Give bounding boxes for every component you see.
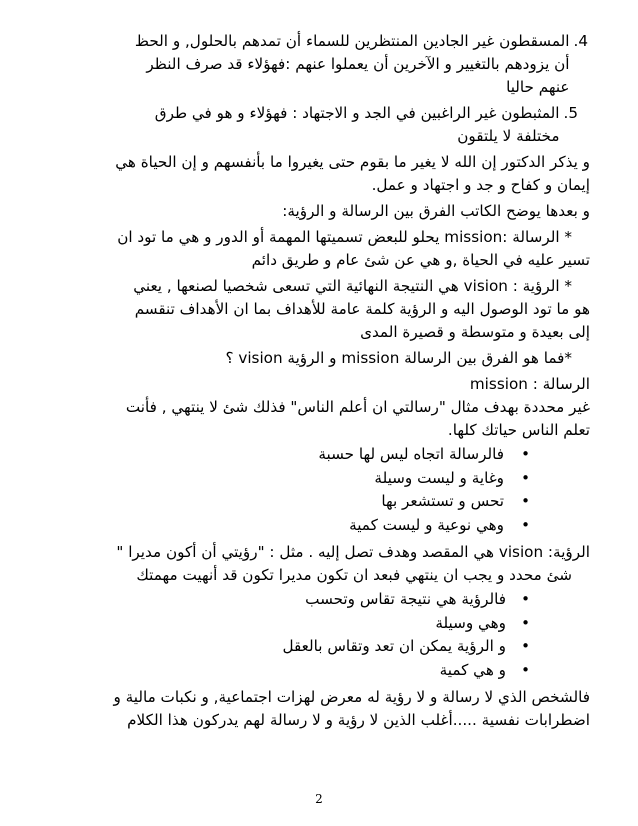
text-line: شئ محدد و يجب ان ينتهي فبعد ان تكون مديرا تكون قد أنهيت مهمتك <box>136 566 572 584</box>
list-item-label: فالرؤية هي نتيجة تقاس وتحسب <box>305 590 506 608</box>
bullet-icon: • <box>521 590 530 608</box>
paragraph <box>46 226 590 272</box>
text-line: المسقطون غير الجادين المنتظرين للسماء أن تمدهم بالحلول, و الحظ <box>134 32 570 50</box>
text-line: *فما هو الفرق بين الرسالة mission و الرؤية vision ؟ <box>225 349 572 367</box>
list-item-label: وهي نوعية و ليست كمية <box>349 515 504 534</box>
bullet-icon: • <box>521 515 530 534</box>
text-line: مختلفة لا يلتقون <box>457 127 560 145</box>
paragraph <box>46 686 590 732</box>
bullet-icon: • <box>521 468 530 487</box>
paragraph <box>46 373 590 442</box>
paragraph <box>46 275 590 344</box>
list-item <box>46 514 590 538</box>
text-line: تعلم الناس حياتك كلها. <box>447 421 590 439</box>
text-line: * الرسالة :mission يحلو للبعض تسميتها المهمة أو الدور و هي ما تود ان <box>117 228 572 246</box>
text-line: و بعدها يوضح الكاتب الفرق بين الرسالة و الرؤية: <box>282 202 590 220</box>
text-line: عنهم حاليا <box>506 78 570 96</box>
paragraph <box>46 347 590 370</box>
text-line: * الرؤية : vision هي النتيجة النهائية التي تسعى شخصيا لصنعها , يعني <box>133 277 572 295</box>
list-item <box>46 635 590 659</box>
text-line: اضطرابات نفسية .....أغلب الذين لا رؤية و لا رسالة لهم يدركون هذا الكلام <box>127 711 590 729</box>
list-item <box>46 490 590 514</box>
bullet-icon: • <box>521 613 530 632</box>
page-number: 2 <box>315 792 323 806</box>
text-line: الرسالة : mission <box>469 375 590 393</box>
item-number: .5 <box>563 104 578 122</box>
paragraph <box>46 200 590 223</box>
list-item <box>46 659 590 683</box>
list-item-label: وغاية و ليست وسيلة <box>374 468 504 487</box>
text-line: المثبطون غير الراغبين في الجد و الاجتهاد : فهؤلاء و هو في طرق <box>154 104 560 122</box>
bullet-icon: • <box>521 660 530 679</box>
list-item <box>46 588 590 612</box>
list-item-text <box>46 102 560 148</box>
text-line: إلى بعيدة و متوسطة و قصيرة المدى <box>360 323 590 341</box>
document-body <box>46 30 590 732</box>
bullet-list <box>46 588 590 682</box>
bullet-icon: • <box>521 492 530 510</box>
bullet-icon: • <box>521 637 530 655</box>
list-item <box>46 443 590 467</box>
paragraph <box>46 151 590 197</box>
list-item-label: تحس و تستشعر بها <box>381 492 504 510</box>
bullet-list <box>46 443 590 537</box>
text-line: إيمان و كفاح و جد و اجتهاد و عمل. <box>371 176 590 194</box>
text-line: أن يزودهم بالتغيير و الآخرين أن يعملوا عنهم :فهؤلاء قد صرف النظر <box>146 55 570 73</box>
text-line: هو ما تود الوصول اليه و الرؤية كلمة عامة للأهداف بما ان الأهداف تنقسم <box>134 300 590 318</box>
list-item-5 <box>46 102 578 148</box>
text-line: فالشخص الذي لا رسالة و لا رؤية له معرض لهزات اجتماعية, و نكبات مالية و <box>113 688 590 706</box>
item-number: .4 <box>573 32 588 50</box>
text-line: و يذكر الدكتور إن الله لا يغير ما بقوم حتى يغيروا ما بأنفسهم و إن الحياة هي <box>115 153 590 171</box>
bullet-icon: • <box>521 445 530 463</box>
list-item-label: و هي كمية <box>439 660 506 679</box>
list-item-4 <box>46 30 588 99</box>
list-item <box>46 612 590 636</box>
list-item-text <box>46 30 570 99</box>
text-line: غير محددة بهدف مثال "رسالتي ان أعلم الناس" فذلك شئ لا ينتهي , فأنت <box>125 398 590 416</box>
text-line: الرؤية: vision هي المقصد وهدف تصل إليه . مثل : "رؤيتي أن أكون مديرا " <box>116 543 590 561</box>
list-item-label: وهي وسيلة <box>435 613 506 632</box>
paragraph <box>46 541 590 587</box>
text-line: تسير عليه في الحياة ,و هي عن شئ عام و طريق دائم <box>251 251 590 269</box>
list-item-label: فالرسالة اتجاه ليس لها حسبة <box>318 445 504 463</box>
list-item <box>46 467 590 491</box>
list-item-label: و الرؤية يمكن ان تعد وتقاس بالعقل <box>282 637 506 655</box>
